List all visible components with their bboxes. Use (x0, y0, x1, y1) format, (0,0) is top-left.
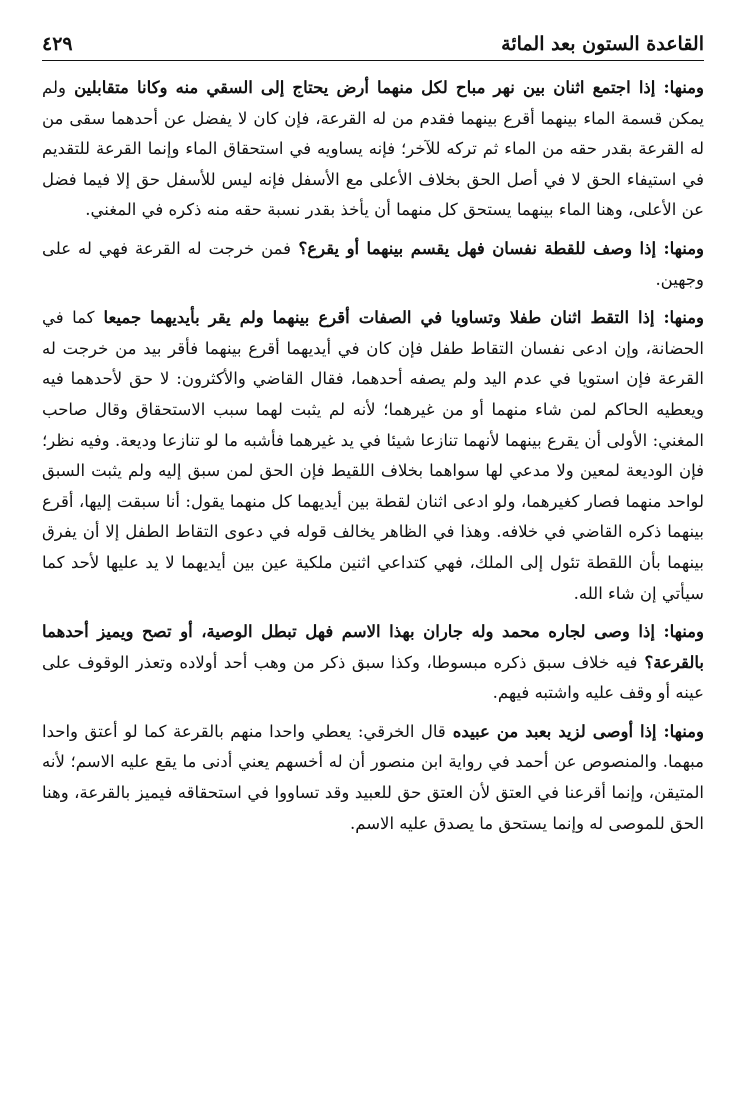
paragraph-lead: ومنها: (654, 622, 704, 642)
header-divider (42, 60, 704, 61)
paragraph-heading: إذا التقط اثنان طفلا وتساويا في الصفات أقرع بينهما ولم يقر بأيديهما جميعا (94, 308, 655, 328)
page-number: ٤٢٩ (42, 33, 73, 55)
paragraph-body: قال الخرقي: يعطي واحدا منهم بالقرعة كما لو أعتق واحدا مبهما. والمنصوص عن أحمد في رواية ابن منصور أن له أخسهم يعني أدنى ما يقع عليه الاسم؛ لأنه المتيقن، وإنما أقرعنا في العتق لأن العتق حق للعبيد وقد تساووا في استحقاقه فيميز بالقرعة، وهنا الحق للموصى له وإنما يستحق ما يصدق عليه الاسم. (42, 721, 704, 833)
paragraph-heading: إذا وصف للقطة نفسان فهل يقسم بينهما أو يقرع؟ (291, 238, 657, 258)
paragraph-lead: ومنها: (656, 238, 705, 258)
paragraph-body: فمن خرجت له القرعة فهي له على وجهين. (42, 238, 704, 289)
paragraph-bequest-neighbor (42, 617, 704, 709)
paragraph-lead: ومنها: (656, 721, 704, 741)
document-page (42, 30, 704, 847)
paragraph-heading: إذا اجتمع اثنان بين نهر مباح لكل منهما أرض يحتاج إلى السقي منه وكانا متقابلين (65, 78, 656, 97)
paragraph-bequest-slave (42, 717, 704, 839)
paragraph-heading: إذا أوصى لزيد بعبد من عبيده (445, 721, 657, 741)
running-title: القاعدة الستون بعد المائة (501, 33, 704, 55)
paragraph-body: ولم يمكن قسمة الماء بينهما أقرع بينهما فقدم من له القرعة، فإن كان لا يفضل عن أحدهما سقى من له القرعة بقدر حقه من الماء ثم تركه للآخر؛ فإنه يساويه في استحقاق الماء وإنما القرعة للتقديم في استيفاء الحق لا في أصل الحق بخلاف الأعلى مع الأسفل فإنه ليس للأسفل حق إلا فيما فضل عن الأعلى، وهنا الماء بينهما يستحق كل منهما أن يأخذ بقدر نسبة حقه منه ذكره في المغني. (42, 78, 704, 220)
paragraph-lost-item-description (42, 234, 704, 295)
paragraph-lead: ومنها: (654, 308, 704, 328)
paragraph-heading: إذا وصى لجاره محمد وله جاران بهذا الاسم فهل تبطل الوصية، أو تصح ويميز أحدهما بالقرعة؟ (42, 622, 705, 672)
paragraph-foundling (42, 303, 704, 609)
page-header (42, 30, 704, 60)
paragraph-body: فيه خلاف سبق ذكره مبسوطا، وكذا سبق ذكر من وهب أحد أولاده وتعذر الوقوف على عينه أو وقف عليه واشتبه فيهم. (42, 652, 704, 703)
paragraph-river-irrigation (42, 73, 704, 226)
paragraph-lead: ومنها: (655, 78, 704, 97)
paragraph-body: كما في الحضانة، وإن ادعى نفسان التقاط طفل فإن كان في أيديهما أقرع بينهما فأقر بيد من خرجت له القرعة فإن استويا في عدم اليد ولم يصفه أحدهما، فقال القاضي والأكثرون: لا حق لأحدهما فيه ويعطيه الحاكم لمن شاء منهما أو من غيرهما؛ لأنه لم يثبت لهما سبب الاستحقاق وقال صاحب المغني: الأولى أن يقرع بينهما لأنهما تنازعا شيئا في يد غيرهما فأشبه ما لو تنازعا وديعة. وفيه نظر؛ فإن الوديعة لمعين ولا مدعي لها سواهما بخلاف اللقيط فإن الحق لمن سبق إليه ولم يثبت السبق لواحد منهما فصار كغيرهما، ولو ادعى اثنان لقطة بين أيديهما كل منهما يقول: أنا سبقت إليها، أقرع بينهما ذكره القاضي في خلافه. وهذا في الظاهر يخالف قوله في دعوى التقاط الطفل إلا أن يفرق بينهما بأن اللقطة تئول إلى الملك، فهي كتداعي اثنين ملكية عين بين أيديهما لا يد عليها لأحد كما سيأتي إن شاء الله. (42, 308, 704, 603)
